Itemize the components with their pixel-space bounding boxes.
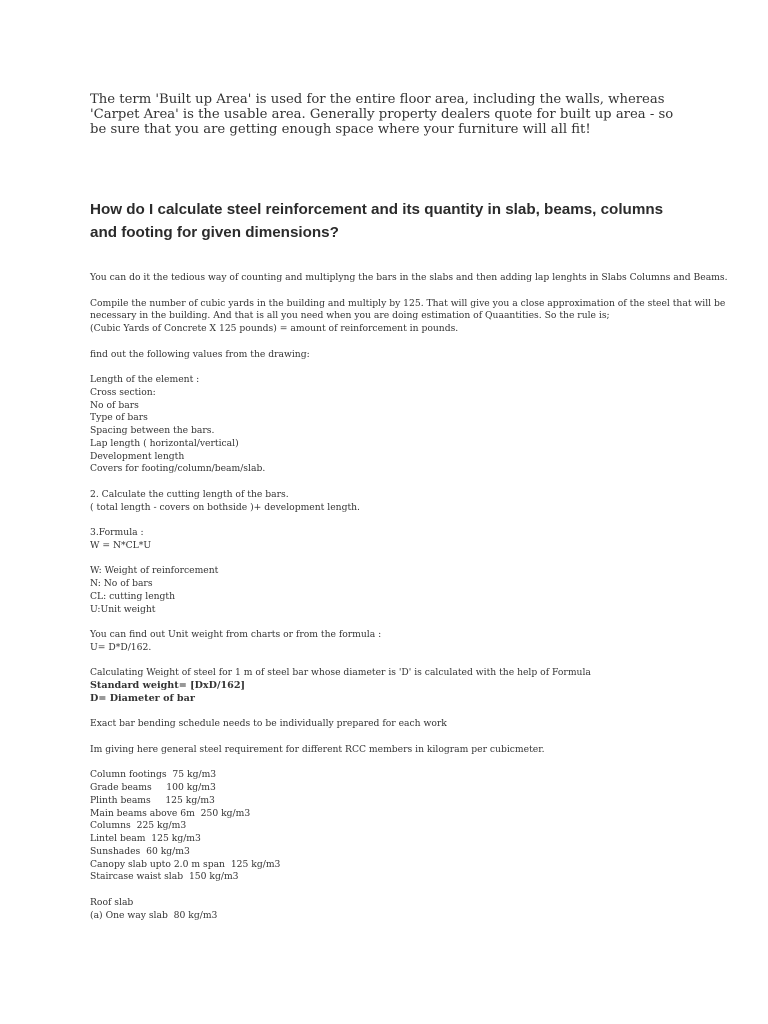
member-requirement-item: Main beams above 6m 250 kg/m3	[90, 807, 251, 819]
member-requirement-item: Columns 225 kg/m3	[90, 820, 187, 832]
unit-weight-line-1: You can find out Unit weight from charts or from the formula :	[90, 629, 382, 640]
answer-body	[90, 272, 728, 922]
step-3-formula: W = N*CL*U	[90, 539, 152, 551]
paragraph-cubic-yards-line-2: necessary in the building. And that is all you need when you are doing estimation of Quaantities. So the rule is;	[90, 310, 610, 322]
intro-paragraph: The term 'Built up Area' is used for the entire floor area, including the walls, whereas 'Carpet Area' is the usable area. Generally property dealers quote for built up area - so be sure that you are getting enough space where your furniture will all fit!	[90, 92, 674, 137]
member-requirement-item: Canopy slab upto 2.0 m span 125 kg/m3	[90, 858, 281, 870]
step-2-line-1: 2. Calculate the cutting length of the bars.	[90, 488, 289, 500]
member-requirement-item: Plinth beams 125 kg/m3	[90, 794, 215, 806]
calc-weight-line-1: Calculating Weight of steel for 1 m of steel bar whose diameter is 'D' is calculated with the help of Formula	[90, 667, 591, 679]
paragraph-cubic-yards-line-3: (Cubic Yards of Concrete X 125 pounds) = amount of reinforcement in pounds.	[90, 323, 459, 334]
paragraph-tedious-way: You can do it the tedious way of counting and multiplyng the bars in the slabs and then adding lap lenghts in Slabs Columns and Beams.	[90, 272, 728, 283]
member-requirement-item: Lintel beam 125 kg/m3	[90, 833, 201, 844]
member-requirement-item: Staircase waist slab 150 kg/m3	[90, 871, 239, 883]
roof-slab-heading: Roof slab	[90, 896, 134, 908]
values-list-item: Type of bars	[90, 412, 148, 424]
formula-legend-item: U:Unit weight	[90, 603, 156, 615]
values-list-item: Spacing between the bars.	[90, 425, 215, 436]
values-list-item: Cross section:	[90, 386, 156, 398]
values-list-item: No of bars	[90, 399, 139, 411]
unit-weight-line-2: U= D*D/162.	[90, 641, 152, 653]
formula-legend-item: N: No of bars	[90, 578, 153, 589]
values-list-item: Length of the element :	[90, 374, 200, 385]
member-requirement-item: Grade beams 100 kg/m3	[90, 782, 216, 793]
member-requirement-item: Sunshades 60 kg/m3	[90, 845, 190, 857]
paragraph-cubic-yards-line-1: Compile the number of cubic yards in the building and multiply by 125. That will give you a close approximation of the steel that will be	[90, 297, 726, 309]
roof-slab-one-way: (a) One way slab 80 kg/m3	[90, 909, 218, 921]
section-heading: How do I calculate steel reinforcement and its quantity in slab, beams, columns and footing for given dimensions?	[90, 201, 664, 241]
paragraph-exact-schedule: Exact bar bending schedule needs to be individually prepared for each work	[90, 718, 447, 730]
member-requirement-item: Column footings 75 kg/m3	[90, 769, 217, 781]
values-list-item: Covers for footing/column/beam/slab.	[90, 463, 266, 475]
step-3-line-1: 3.Formula :	[90, 527, 144, 538]
standard-weight-formula: Standard weight= [DxD/162]	[90, 680, 246, 691]
formula-legend-item: W: Weight of reinforcement	[90, 565, 219, 577]
formula-legend-item: CL: cutting length	[90, 590, 176, 602]
values-list-item: Development length	[90, 450, 185, 462]
paragraph-general-requirement: Im giving here general steel requirement for different RCC members in kilogram per cubicmeter.	[90, 743, 545, 755]
paragraph-find-values: find out the following values from the drawing:	[90, 348, 310, 360]
step-2-line-2: ( total length - covers on bothside )+ development length.	[90, 501, 360, 513]
values-list-item: Lap length ( horizontal/vertical)	[90, 437, 239, 449]
diameter-definition: D= Diameter of bar	[90, 692, 195, 704]
